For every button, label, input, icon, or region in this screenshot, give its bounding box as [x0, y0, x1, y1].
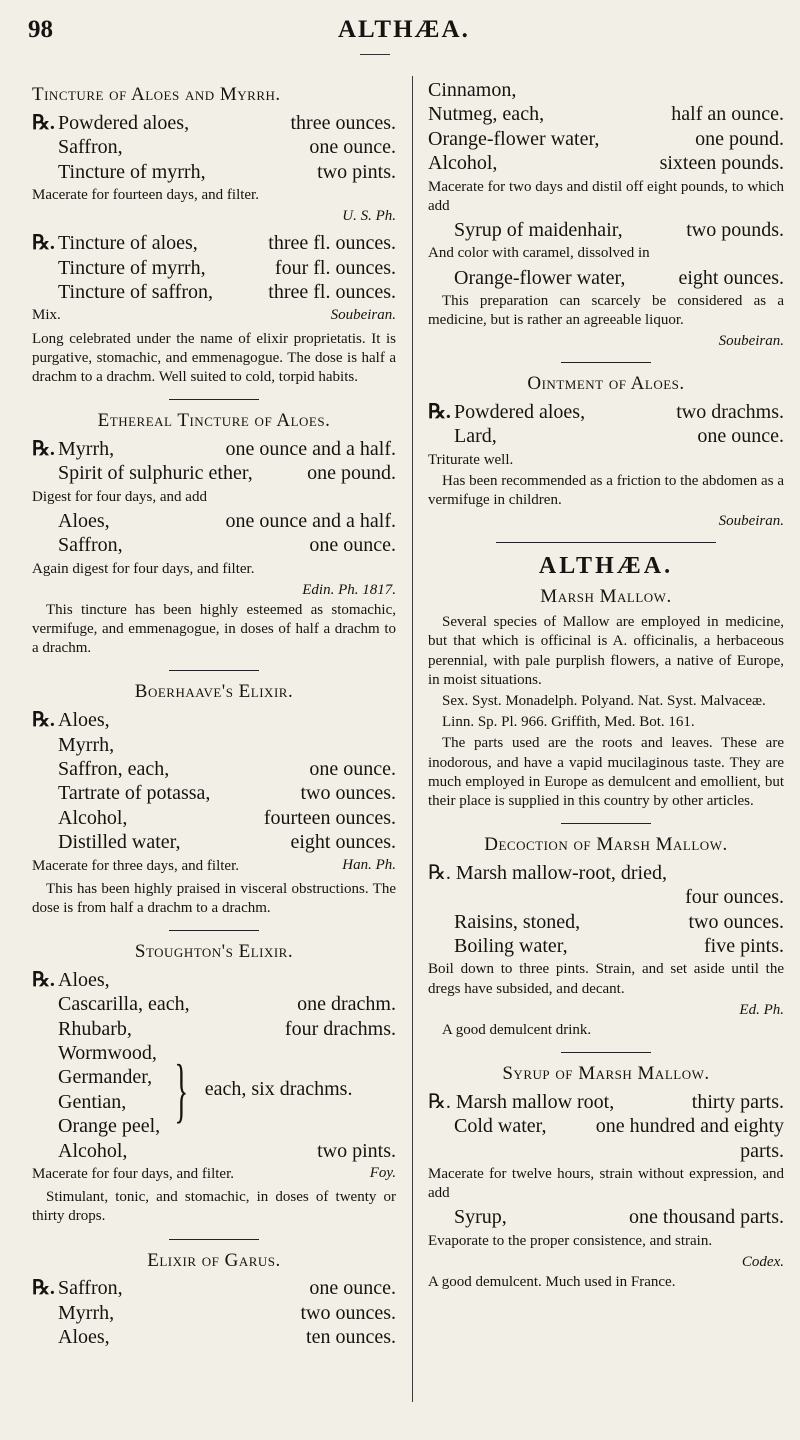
note-text: This has been highly praised in visceral obstructions. The dose is from half a drachm to a drachm.	[32, 880, 396, 916]
ingredient-row	[32, 111, 396, 135]
recipe-tincture-aloes-myrrh	[32, 84, 396, 225]
ingredient-row	[32, 509, 396, 533]
note-text: This preparation can scarcely be considered as a medicine, but is rather an agreeable liquor.	[428, 292, 784, 329]
ingredient-quantity-cont: parts.	[740, 1139, 784, 1162]
ingredient-label: Orange-flower water,	[428, 127, 600, 150]
ingredient-row	[428, 218, 784, 242]
ingredient-row	[32, 708, 396, 732]
ingredient-name	[32, 231, 198, 255]
ingredient-row	[32, 781, 396, 805]
ingredient-quantity: thirty parts.	[691, 1090, 784, 1113]
ingredient-name	[454, 910, 580, 934]
ingredient-label: Tincture of aloes,	[58, 232, 198, 255]
ingredient-name	[32, 461, 253, 485]
left-column	[32, 78, 396, 1356]
recipe-symbol: ℞.	[32, 968, 55, 991]
ingredient-label: Tincture of myrrh,	[58, 160, 206, 183]
ingredient-quantity: one pound.	[695, 127, 784, 150]
ingredient-name	[428, 400, 585, 424]
recipe-list	[32, 968, 396, 1041]
ingredient-quantity: half an ounce.	[671, 103, 784, 126]
ingredient-label: Saffron, each,	[58, 757, 170, 780]
ingredient-name	[32, 992, 190, 1016]
ingredient-row	[428, 910, 784, 934]
ingredient-quantity: eight ounces.	[290, 831, 396, 854]
braced-quantity: each, six drachms.	[204, 1078, 353, 1101]
method-text: Macerate for two days and distil off eight pounds, to which add	[428, 178, 784, 214]
ingredient-row	[428, 78, 784, 102]
ingredient-quantity: two ounces.	[688, 910, 784, 933]
recipe-list	[32, 1276, 396, 1349]
ingredient-name: Orange peel,	[58, 1115, 161, 1138]
ingredient-quantity: four ounces.	[685, 886, 784, 909]
ingredient-quantity: one thousand parts.	[629, 1206, 784, 1229]
ingredient-label: Boiling water,	[454, 935, 568, 958]
ingredient-label: Raisins, stoned,	[454, 910, 581, 933]
ingredient-name	[428, 424, 497, 448]
ingredient-label: Orange-flower water,	[454, 266, 626, 289]
method-text: Digest for four days, and add	[32, 488, 207, 505]
section-title: Decoction of Marsh Mallow.	[484, 834, 728, 856]
ingredient-name	[454, 266, 625, 290]
ingredient-name	[32, 830, 181, 854]
recipe-symbol: ℞.	[32, 1277, 55, 1300]
ingredient-name: Germander,	[58, 1066, 153, 1089]
recipe-list	[32, 437, 396, 486]
recipe-stoughton-elixir	[32, 941, 396, 1226]
ingredient-name	[32, 256, 206, 280]
ingredient-name	[32, 781, 210, 805]
section-divider	[561, 1052, 651, 1053]
ingredient-quantity: one ounce and a half.	[225, 509, 396, 532]
ingredient-name	[32, 111, 189, 135]
ingredient-name	[428, 151, 497, 175]
ingredient-label: Aloes,	[58, 1326, 110, 1349]
ingredient-quantity: two pints.	[317, 1139, 396, 1162]
recipe-elixir-garus	[32, 1250, 396, 1350]
section-title: Syrup of Marsh Mallow.	[502, 1063, 710, 1085]
ingredient-row	[32, 757, 396, 781]
ingredient-row	[428, 424, 784, 448]
ingredient-quantity: one ounce.	[309, 757, 396, 780]
recipe-ethereal-tincture	[32, 410, 396, 658]
note-text: This tincture has been highly esteemed as stomachic, vermifuge, and emmenagogue, in doses of half a drachm to a drachm.	[32, 601, 396, 657]
ingredient-name: ℞. Marsh mallow-root, dried,	[428, 861, 667, 884]
section-divider	[169, 670, 259, 671]
ingredient-quantity: two pints.	[317, 160, 396, 183]
ingredient-row	[32, 256, 396, 280]
section-divider	[169, 1239, 259, 1240]
article-althaea	[428, 553, 784, 811]
ingredient-name: Wormwood,	[58, 1042, 157, 1065]
ingredient-label: Saffron,	[58, 136, 123, 159]
recipe-symbol: ℞.	[32, 709, 55, 732]
ingredient-name: Syrup,	[454, 1206, 507, 1229]
ingredient-row	[32, 1301, 396, 1325]
recipe-list	[428, 400, 784, 449]
recipe-list	[32, 111, 396, 184]
page-number: 98	[28, 16, 53, 43]
section-divider	[169, 930, 259, 931]
ingredient-quantity: one pound.	[307, 462, 396, 485]
recipe-symbol: ℞.	[32, 232, 55, 255]
ingredient-quantity: five pints.	[704, 935, 784, 958]
ingredient-quantity: one ounce.	[309, 534, 396, 557]
method-line	[32, 1163, 396, 1186]
ingredient-name	[32, 280, 213, 304]
attribution: Han. Ph.	[342, 856, 396, 873]
ingredient-row	[32, 461, 396, 485]
braced-ingredients	[32, 1041, 396, 1139]
recipe-list	[32, 708, 396, 854]
recipe-line	[428, 861, 784, 885]
section-title: Elixir of Garus.	[147, 1249, 281, 1271]
ingredient-name	[428, 127, 599, 151]
ingredient-name	[32, 1301, 114, 1325]
ingredient-label: Syrup of maidenhair,	[454, 218, 623, 241]
ingredient-row	[32, 992, 396, 1016]
ingredient-label: Lard,	[454, 425, 497, 448]
ingredient-label: Saffron,	[58, 534, 123, 557]
description-text: Several species of Mallow are employed in medicine, but that which is officinal is A. officinalis, a herbaceous perennial, with pale purplish flowers, a native of Europe, in moist situations.	[428, 614, 784, 688]
recipe-boerhaave-elixir	[32, 681, 396, 918]
note-text: A good demulcent drink.	[442, 1021, 592, 1038]
ingredient-name	[428, 78, 516, 102]
method-text: Boil down to three pints. Strain, and set aside until the dregs have subsided, and decant.	[428, 961, 784, 997]
section-title: Boerhaave's Elixir.	[134, 681, 294, 703]
ingredient-label: Cinnamon,	[428, 79, 517, 101]
column-divider	[412, 76, 413, 1402]
ingredient-row	[32, 733, 396, 757]
ingredient-label: Powdered aloes,	[454, 401, 586, 424]
ingredient-row	[32, 1139, 396, 1163]
brace-glyph: }	[174, 1049, 189, 1130]
method-text: Macerate for twelve hours, strain without expression, and add	[428, 1165, 784, 1202]
ingredient-quantity: two drachms.	[676, 401, 784, 424]
description-text: The parts used are the roots and leaves. These are inodorous, and have a vapid mucilaginous taste. They are much employed in Europe as demulcent and emollient, but their place is supplied in this country by other articles.	[428, 735, 784, 809]
ingredient-row	[428, 934, 784, 958]
ingredient-label: Aloes,	[58, 968, 110, 991]
ingredient-name	[454, 218, 623, 242]
ingredient-name	[32, 1017, 132, 1041]
attribution: Soubeiran.	[330, 307, 396, 324]
method-text: Macerate for fourteen days, and filter.	[32, 186, 259, 203]
reference-text: Linn. Sp. Pl. 966. Griffith, Med. Bot. 161.	[442, 714, 695, 731]
ingredient-row	[32, 1276, 396, 1300]
recipe-decoction-marsh-mallow	[428, 834, 784, 1040]
recipe-syrup-marsh-mallow	[428, 1063, 784, 1292]
ingredient-label: Nutmeg, each,	[428, 103, 545, 126]
ingredient-row	[428, 127, 784, 151]
ingredient-quantity: eight ounces.	[678, 266, 784, 289]
ingredient-label: Rhubarb,	[58, 1017, 132, 1040]
section-divider	[169, 399, 259, 400]
article-heading: ALTHÆA.	[538, 553, 674, 580]
attribution: Foy.	[369, 1165, 396, 1181]
attribution: Soubeiran.	[718, 333, 784, 350]
ingredient-label: Distilled water,	[58, 831, 181, 854]
ingredient-name	[32, 437, 114, 461]
ingredient-list	[428, 78, 784, 176]
ingredient-row	[32, 437, 396, 461]
note-text: Stimulant, tonic, and stomachic, in doses of twenty or thirty drops.	[32, 1189, 396, 1225]
ingredient-row	[428, 266, 784, 290]
ingredient-row	[428, 1205, 784, 1229]
ingredient-quantity: sixteen pounds.	[659, 152, 784, 175]
ingredient-quantity: four drachms.	[284, 1017, 396, 1040]
attribution: Ed. Ph.	[739, 1001, 784, 1018]
ingredient-label: Myrrh,	[58, 1301, 115, 1324]
ingredient-quantity: one ounce.	[309, 1277, 396, 1300]
method-text: Again digest for four days, and filter.	[32, 560, 255, 577]
ingredient-quantity: one hundred and eighty	[595, 1115, 784, 1138]
ingredient-label: Cascarilla, each,	[58, 993, 190, 1016]
ingredient-row	[32, 830, 396, 854]
ingredient-name: Cold water,	[454, 1115, 547, 1138]
mix-line	[32, 304, 396, 327]
method-text: Macerate for three days, and filter.	[32, 857, 239, 874]
ingredient-name	[32, 1276, 123, 1300]
ingredient-row	[32, 160, 396, 184]
attribution: Codex.	[741, 1253, 784, 1270]
ingredient-label: Alcohol,	[428, 152, 498, 175]
ingredient-name: Gentian,	[58, 1090, 127, 1113]
ingredient-label: Tincture of saffron,	[58, 280, 213, 303]
ingredient-quantity: three ounces.	[290, 111, 396, 134]
ingredient-label: Spirit of sulphuric ether,	[58, 462, 253, 485]
section-divider	[561, 362, 651, 363]
attribution: U. S. Ph.	[342, 208, 396, 225]
ingredient-quantity: two pounds.	[686, 218, 784, 241]
ingredient-row	[32, 533, 396, 557]
method-text: Macerate for four days, and filter.	[32, 1166, 234, 1182]
ingredient-row	[428, 151, 784, 175]
method-text: Evaporate to the proper consistence, and strain.	[428, 1232, 713, 1249]
ingredient-row	[32, 280, 396, 304]
ingredient-row	[32, 135, 396, 159]
section-title: Tincture of Aloes and Myrrh.	[32, 84, 281, 105]
right-column	[428, 78, 784, 1298]
ingredient-quantity: one ounce.	[309, 136, 396, 159]
method-text: Triturate well.	[428, 451, 514, 468]
ingredient-quantity: one ounce.	[697, 425, 784, 448]
note-text: Long celebrated under the name of elixir proprietatis. It is purgative, stomachic, and emmenagogue. The dose is half a drachm to a drachm. Well suited to cold, torpid habits.	[32, 330, 396, 385]
recipe-symbol: ℞.	[32, 111, 55, 134]
ingredient-label: Aloes,	[58, 509, 110, 532]
ingredient-row	[428, 400, 784, 424]
attribution: Soubeiran.	[718, 513, 784, 530]
ingredient-name	[32, 160, 206, 184]
section-title: Ethereal Tincture of Aloes.	[97, 410, 331, 432]
recipe-list	[32, 231, 396, 304]
note-text: Has been recommended as a friction to the abdomen as a vermifuge in children.	[428, 473, 784, 509]
ingredient-label: Tincture of myrrh,	[58, 256, 206, 279]
ingredient-label: Myrrh,	[58, 437, 115, 460]
ingredient-name	[32, 806, 127, 830]
ingredient-name	[32, 135, 123, 159]
ingredient-name	[58, 533, 123, 557]
method-text: And color with caramel, dissolved in	[428, 245, 650, 262]
braced-names	[32, 1041, 160, 1139]
recipe-garus-continued	[428, 78, 784, 350]
ingredient-row	[32, 968, 396, 992]
ingredient-name	[32, 708, 110, 732]
ingredient-quantity: two ounces.	[300, 1301, 396, 1324]
ingredient-label: Aloes,	[58, 709, 110, 732]
article-subheading: Marsh Mallow.	[540, 586, 672, 608]
section-title: Stoughton's Elixir.	[134, 941, 294, 963]
recipe-symbol: ℞.	[32, 437, 55, 460]
ingredient-row	[32, 806, 396, 830]
section-title: Ointment of Aloes.	[527, 373, 685, 395]
recipe-tincture-mix	[32, 231, 396, 387]
ingredient-label: Saffron,	[58, 1277, 123, 1300]
ingredient-label: Powdered aloes,	[58, 111, 190, 134]
ingredient-list	[428, 218, 784, 242]
ingredient-quantity: three fl. ounces.	[268, 280, 396, 303]
ingredient-row	[428, 102, 784, 126]
ingredient-name	[32, 968, 110, 992]
taxonomy-text: Sex. Syst. Monadelph. Polyand. Nat. Syst. Malvaceæ.	[442, 692, 766, 709]
recipe-symbol: ℞.	[428, 401, 451, 424]
ingredient-name: Alcohol,	[58, 1139, 128, 1162]
header-ornament-rule	[360, 54, 390, 55]
ingredient-name	[58, 509, 110, 533]
ingredient-row	[428, 1114, 784, 1138]
ingredient-label: Alcohol,	[58, 806, 128, 829]
ingredient-name	[32, 733, 114, 757]
ingredient-name	[428, 102, 544, 126]
section-divider	[561, 823, 651, 824]
running-title: ALTHÆA.	[338, 16, 470, 43]
ingredient-list	[428, 266, 784, 290]
ingredient-quantity: four fl. ounces.	[274, 256, 396, 279]
ingredient-quantity: one drachm.	[297, 993, 396, 1016]
ingredient-quantity: fourteen ounces.	[263, 806, 396, 829]
ingredient-list	[32, 509, 396, 558]
ingredient-name	[454, 934, 568, 958]
ingredient-list	[428, 910, 784, 959]
ingredient-label: Myrrh,	[58, 733, 115, 756]
attribution: Edin. Ph. 1817.	[302, 581, 396, 598]
ingredient-row	[32, 1017, 396, 1041]
ingredient-quantity: ten ounces.	[306, 1326, 396, 1349]
ingredient-quantity: one ounce and a half.	[225, 437, 396, 460]
method-line	[32, 855, 396, 878]
ingredient-quantity: three fl. ounces.	[268, 232, 396, 255]
ingredient-name	[32, 757, 169, 781]
section-divider	[496, 542, 716, 543]
note-text: A good demulcent. Much used in France.	[428, 1273, 676, 1290]
recipe-ointment-aloes	[428, 373, 784, 530]
ingredient-name	[32, 1325, 110, 1349]
ingredient-name: ℞. Marsh mallow root,	[428, 1090, 615, 1113]
ingredient-quantity: two ounces.	[300, 782, 396, 805]
method-text: Mix.	[32, 307, 61, 324]
ingredient-row	[32, 1325, 396, 1349]
ingredient-row	[32, 231, 396, 255]
ingredient-label: Tartrate of potassa,	[58, 782, 211, 805]
recipe-line	[428, 1090, 784, 1114]
